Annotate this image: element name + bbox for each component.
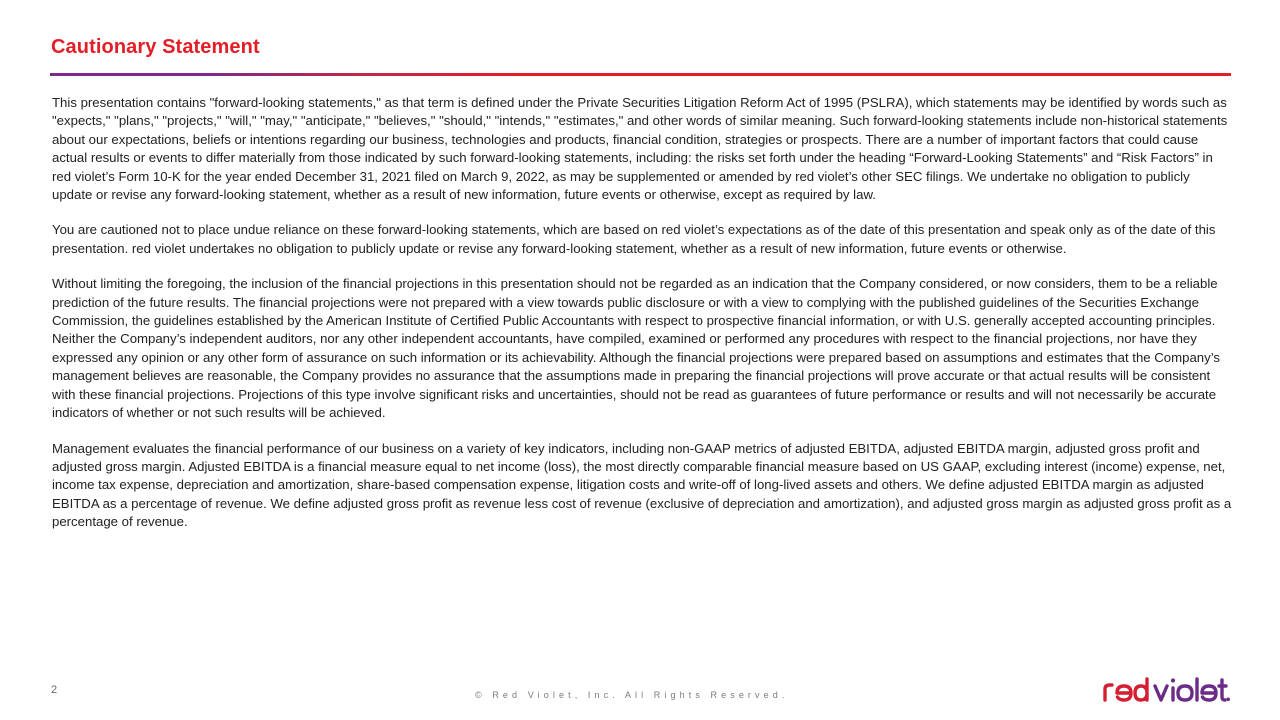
paragraph-non-gaap: Management evaluates the financial performance of our business on a variety of key indicators, including non-GAAP metrics of adjusted EBITDA, adjusted EBITDA margin, adjusted gross profit and adjusted gross margin. Adjusted EBITDA is a financial measure equal to net income (loss), the most directly comparable financial measure based on US GAAP, excluding interest (income) expense, net, income tax expense, depreciation and amortization, share-based compensation expense, litigation costs and write-off of long-lived assets and others. We define adjusted EBITDA margin as adjusted EBITDA as a percentage of revenue. We define adjusted gross profit as revenue less cost of revenue (exclusive of depreciation and amortization), and adjusted gross margin as adjusted gross profit as a percentage of revenue. xyxy=(52,440,1232,530)
copyright-notice: © Red Violet, Inc. All Rights Reserved. xyxy=(475,690,789,700)
page-number: 2 xyxy=(51,684,58,696)
paragraph-financial-projections: Without limiting the foregoing, the inclusion of the financial projections in this presentation should not be regarded as an indication that the Company considered, or now considers, them to be a reliable prediction of the future results. The financial projections were not prepared with a view towards public disclosure or with a view to complying with the published guidelines of the Securities Exchange Commission, the guidelines established by the American Institute of Certified Public Accountants with respect to prospective financial information, or with U.S. generally accepted accounting principles. Neither the Company’s independent auditors, nor any other independent accountants, have compiled, examined or performed any procedures with respect to the financial projections, nor have they expressed any opinion or any other form of assurance on such information or its achievability. Although the financial projections were prepared based on assumptions and estimates that the Company’s management believes are reasonable, the Company provides no assurance that the assumptions made in preparing the financial projections will prove accurate or that actual results will be consistent with these financial projections. Projections of this type involve significant risks and uncertainties, should not be read as guarantees of future performance or results and will not necessarily be accurate indicators of whether or not such results will be achieved. xyxy=(52,276,1220,421)
cautionary-text xyxy=(52,94,1232,549)
page-title: Cautionary Statement xyxy=(51,36,260,58)
paragraph-undue-reliance: You are cautioned not to place undue reliance on these forward-looking statements, which are based on red violet’s expectations as of the date of this presentation and speak only as of the date of this presentation. red violet undertakes no obligation to publicly update or revise any forward-looking statement, whether as a result of new information, future events or otherwise. xyxy=(52,222,1216,256)
paragraph-forward-looking: This presentation contains "forward-looking statements," as that term is defined under the Private Securities Litigation Reform Act of 1995 (PSLRA), which statements may be identified by words such as "expects," "plans," "projects," "will," "may," "anticipate," "believes," "should," "intends," "estimates," and other words of similar meaning. Such forward-looking statements include non-historical statements about our expectations, beliefs or intentions regarding our business, technologies and products, financial condition, strategies or prospects. There are a number of important factors that could cause actual results or events to differ materially from those indicated by such forward-looking statements, including: the risks set forth under the heading “Forward-Looking Statements” and “Risk Factors” in red violet’s Form 10-K for the year ended December 31, 2021 filed on March 9, 2022, as may be supplemented or amended by red violet’s other SEC filings. We undertake no obligation to publicly update or revise any forward-looking statement, whether as a result of new information, future events or otherwise, except as required by law. xyxy=(52,95,1228,203)
title-divider xyxy=(50,73,1231,76)
red-violet-logo xyxy=(1100,675,1230,705)
